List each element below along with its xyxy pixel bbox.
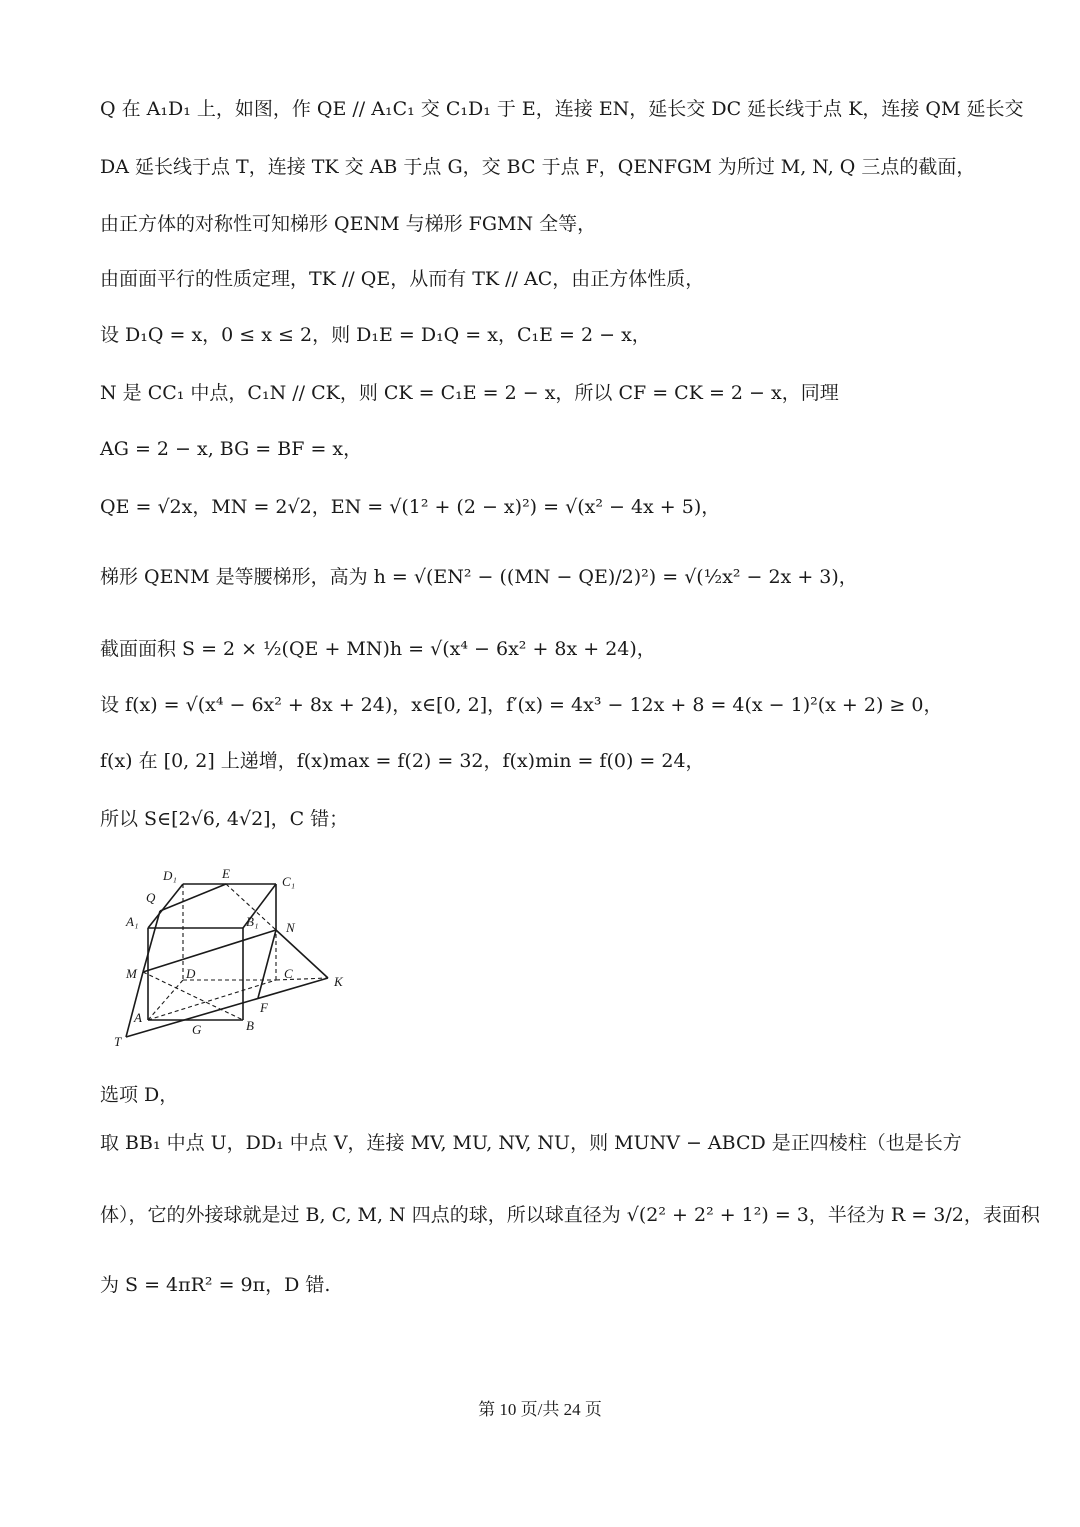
text-line-10: 截面面积 S = 2 × ½(QE + MN)h = √(x⁴ − 6x² + 8x + 24)， [100,638,656,660]
cube-section-figure [108,860,358,1055]
text-line-7: AG = 2 − x, BG = BF = x， [100,438,363,460]
label-b: B [246,1018,254,1033]
hidden-diagonal-a-c [148,980,276,1020]
text-line-3: 由正方体的对称性可知梯形 QENM 与梯形 FGMN 全等， [100,213,597,235]
segment-q-e [160,884,226,911]
hidden-edge-a-d [148,980,183,1020]
text-line-9: 梯形 QENM 是等腰梯形，高为 h = √(EN² − ((MN − QE)/2)²) = √(½x² − 2x + 3)， [100,566,858,588]
text-line-1: Q 在 A₁D₁ 上，如图，作 QE // A₁C₁ 交 C₁D₁ 于 E，连接 EN，延长交 DC 延长线于点 K，连接 QM 延长交 [100,98,1024,120]
label-c: C [284,966,293,981]
segment-m-n [143,930,276,972]
label-t: T [114,1034,122,1049]
label-d1: D₁ [163,868,177,883]
segment-n-f [258,930,276,998]
label-q: Q [146,890,156,905]
label-b1: B₁ [246,914,259,929]
label-d: D [186,966,196,981]
text-line-12: f(x) 在 [0, 2] 上递增，f(x)max = f(2) = 32，f(x)min = f(0) = 24， [100,750,705,772]
label-m: M [126,966,137,981]
label-a1: A₁ [126,914,139,929]
page-footer: 第 10 页/共 24 页 [478,1400,602,1419]
text-line-4: 由面面平行的性质定理，TK // QE，从而有 TK // AC，由正方体性质， [100,268,705,290]
label-g: G [192,1022,202,1037]
segment-m-t [126,972,143,1037]
label-f: F [260,1000,268,1015]
text-line-11: 设 f(x) = √(x⁴ − 6x² + 8x + 24)，x∈[0, 2]，f′(x) = 4x³ − 12x + 8 = 4(x − 1)²(x + 2) ≥ 0， [100,694,943,716]
segment-t-k [126,978,328,1037]
segment-q-m [143,911,160,972]
text-line-2: DA 延长线于点 T，连接 TK 交 AB 于点 G，交 BC 于点 F，QENFGM 为所过 M, N, Q 三点的截面， [100,156,976,178]
label-k: K [334,974,343,989]
text-line-14: 选项 D， [100,1084,179,1106]
label-n: N [286,920,295,935]
cube-diagram [108,860,358,1055]
text-line-15: 取 BB₁ 中点 U，DD₁ 中点 V，连接 MV, MU, NV, NU，则 MUNV − ABCD 是正四棱柱（也是长方 [100,1132,962,1154]
text-line-16: 体），它的外接球就是过 B, C, M, N 四点的球，所以球直径为 √(2² + 2² + 1²) = 3，半径为 R = 3/2，表面积 [100,1204,1040,1226]
text-line-5: 设 D₁Q = x，0 ≤ x ≤ 2，则 D₁E = D₁Q = x，C₁E = 2 − x， [100,324,651,346]
label-e: E [222,866,230,881]
label-a: A [134,1010,142,1025]
label-c1: C₁ [282,874,296,889]
text-line-13: 所以 S∈[2√6, 4√2]，C 错； [100,808,349,830]
text-line-17: 为 S = 4πR² = 9π，D 错. [100,1274,331,1296]
text-line-8: QE = √2x，MN = 2√2，EN = √(1² + (2 − x)²) = √(x² − 4x + 5)， [100,496,721,518]
text-line-6: N 是 CC₁ 中点，C₁N // CK，则 CK = C₁E = 2 − x，所以 CF = CK = 2 − x，同理 [100,382,839,404]
